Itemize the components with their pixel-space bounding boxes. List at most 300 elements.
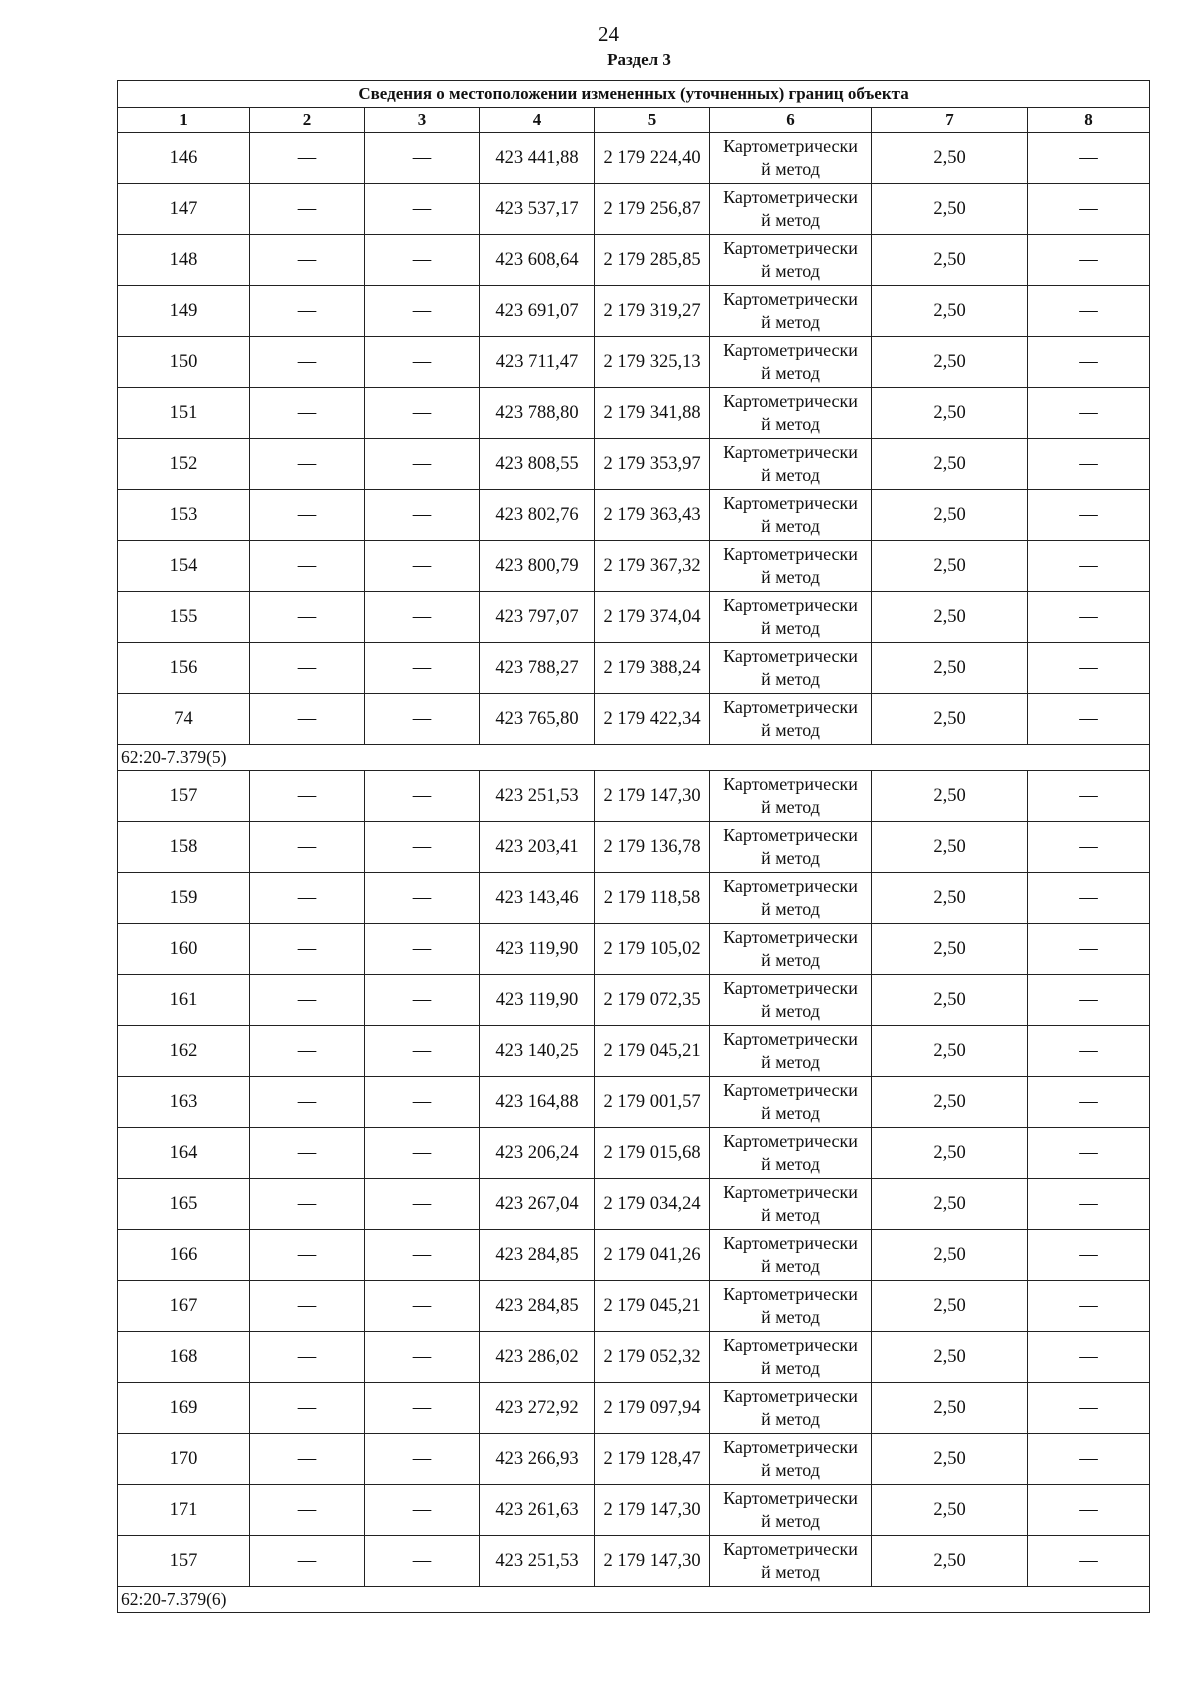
method-line-1: Картометрически: [723, 978, 858, 998]
method-line-1: Картометрически: [723, 1284, 858, 1304]
dash-cell: —: [365, 490, 480, 541]
coordinate-y: 2 179 285,85: [595, 235, 710, 286]
coordinate-x: 423 203,41: [480, 822, 595, 873]
table-row: [118, 235, 1150, 286]
method-line-2: й метод: [761, 797, 820, 817]
method-cell: [710, 771, 872, 822]
method-line-1: Картометрически: [723, 1080, 858, 1100]
method-line-1: Картометрически: [723, 493, 858, 513]
method-cell: [710, 1536, 872, 1587]
method-line-2: й метод: [761, 1001, 820, 1021]
dash-cell: —: [250, 541, 365, 592]
coordinate-x: 423 251,53: [480, 1536, 595, 1587]
method-line-2: й метод: [761, 516, 820, 536]
method-line-1: Картометрически: [723, 595, 858, 615]
dash-cell: —: [1028, 592, 1150, 643]
coordinate-x: 423 267,04: [480, 1179, 595, 1230]
point-number: 168: [118, 1332, 250, 1383]
method-line-2: й метод: [761, 567, 820, 587]
point-number: 148: [118, 235, 250, 286]
coordinate-x: 423 802,76: [480, 490, 595, 541]
coordinates-table: [117, 80, 1150, 1613]
dash-cell: —: [250, 822, 365, 873]
precision-cell: 2,50: [872, 1128, 1028, 1179]
method-line-1: Картометрически: [723, 187, 858, 207]
coordinate-y: 2 179 105,02: [595, 924, 710, 975]
coordinate-x: 423 608,64: [480, 235, 595, 286]
table-row: [118, 388, 1150, 439]
dash-cell: —: [365, 1536, 480, 1587]
point-number: 166: [118, 1230, 250, 1281]
column-number-header: 6: [710, 108, 872, 133]
precision-cell: 2,50: [872, 286, 1028, 337]
column-number-header: 8: [1028, 108, 1150, 133]
precision-cell: 2,50: [872, 490, 1028, 541]
dash-cell: —: [365, 541, 480, 592]
point-number: 155: [118, 592, 250, 643]
column-number-header: 4: [480, 108, 595, 133]
coordinate-y: 2 179 367,32: [595, 541, 710, 592]
method-line-1: Картометрически: [723, 238, 858, 258]
table-row: [118, 924, 1150, 975]
method-line-2: й метод: [761, 1256, 820, 1276]
method-cell: [710, 924, 872, 975]
coordinate-y: 2 179 097,94: [595, 1383, 710, 1434]
dash-cell: —: [250, 184, 365, 235]
method-line-1: Картометрически: [723, 340, 858, 360]
dash-cell: —: [365, 1434, 480, 1485]
point-number: 157: [118, 771, 250, 822]
dash-cell: —: [365, 694, 480, 745]
method-cell: [710, 490, 872, 541]
contour-label: 62:20-7.379(6): [118, 1587, 1150, 1613]
method-line-1: Картометрически: [723, 1029, 858, 1049]
precision-cell: 2,50: [872, 184, 1028, 235]
dash-cell: —: [1028, 337, 1150, 388]
table-row: [118, 771, 1150, 822]
precision-cell: 2,50: [872, 771, 1028, 822]
precision-cell: 2,50: [872, 388, 1028, 439]
dash-cell: —: [365, 1026, 480, 1077]
precision-cell: 2,50: [872, 439, 1028, 490]
dash-cell: —: [250, 235, 365, 286]
method-line-1: Картометрически: [723, 774, 858, 794]
precision-cell: 2,50: [872, 235, 1028, 286]
contour-label-row: [118, 745, 1150, 771]
coordinate-y: 2 179 388,24: [595, 643, 710, 694]
table-row: [118, 592, 1150, 643]
method-cell: [710, 873, 872, 924]
point-number: 147: [118, 184, 250, 235]
coordinate-y: 2 179 045,21: [595, 1026, 710, 1077]
method-line-1: Картометрически: [723, 1233, 858, 1253]
dash-cell: —: [1028, 924, 1150, 975]
dash-cell: —: [1028, 541, 1150, 592]
dash-cell: —: [365, 1077, 480, 1128]
dash-cell: —: [1028, 1434, 1150, 1485]
dash-cell: —: [365, 286, 480, 337]
method-line-1: Картометрически: [723, 544, 858, 564]
method-cell: [710, 694, 872, 745]
point-number: 154: [118, 541, 250, 592]
method-cell: [710, 1128, 872, 1179]
method-line-1: Картометрически: [723, 1182, 858, 1202]
dash-cell: —: [1028, 184, 1150, 235]
table-row: [118, 1332, 1150, 1383]
contour-label-row: [118, 1587, 1150, 1613]
precision-cell: 2,50: [872, 1536, 1028, 1587]
method-line-1: Картометрически: [723, 1335, 858, 1355]
table-row: [118, 1536, 1150, 1587]
method-line-2: й метод: [761, 414, 820, 434]
dash-cell: —: [250, 771, 365, 822]
point-number: 152: [118, 439, 250, 490]
method-line-2: й метод: [761, 1358, 820, 1378]
point-number: 165: [118, 1179, 250, 1230]
precision-cell: 2,50: [872, 822, 1028, 873]
table-row: [118, 133, 1150, 184]
coordinate-y: 2 179 256,87: [595, 184, 710, 235]
method-cell: [710, 541, 872, 592]
coordinate-x: 423 143,46: [480, 873, 595, 924]
column-number-header: 7: [872, 108, 1028, 133]
dash-cell: —: [365, 643, 480, 694]
point-number: 150: [118, 337, 250, 388]
table-row: [118, 1128, 1150, 1179]
method-line-2: й метод: [761, 261, 820, 281]
coordinate-y: 2 179 224,40: [595, 133, 710, 184]
dash-cell: —: [1028, 1128, 1150, 1179]
method-cell: [710, 184, 872, 235]
point-number: 153: [118, 490, 250, 541]
coordinate-y: 2 179 341,88: [595, 388, 710, 439]
table-row: [118, 337, 1150, 388]
dash-cell: —: [250, 1128, 365, 1179]
dash-cell: —: [365, 873, 480, 924]
dash-cell: —: [250, 490, 365, 541]
method-cell: [710, 388, 872, 439]
method-cell: [710, 643, 872, 694]
precision-cell: 2,50: [872, 1077, 1028, 1128]
method-line-2: й метод: [761, 720, 820, 740]
dash-cell: —: [1028, 822, 1150, 873]
dash-cell: —: [250, 1536, 365, 1587]
section-title: Раздел 3: [607, 50, 671, 69]
dash-cell: —: [365, 592, 480, 643]
dash-cell: —: [1028, 490, 1150, 541]
method-line-2: й метод: [761, 1103, 820, 1123]
dash-cell: —: [365, 1281, 480, 1332]
dash-cell: —: [250, 1026, 365, 1077]
dash-cell: —: [250, 924, 365, 975]
method-line-2: й метод: [761, 1511, 820, 1531]
table-row: [118, 643, 1150, 694]
coordinate-y: 2 179 422,34: [595, 694, 710, 745]
table-row: [118, 1434, 1150, 1485]
dash-cell: —: [365, 439, 480, 490]
method-line-2: й метод: [761, 312, 820, 332]
coordinate-y: 2 179 015,68: [595, 1128, 710, 1179]
method-line-2: й метод: [761, 210, 820, 230]
table-row: [118, 541, 1150, 592]
method-cell: [710, 975, 872, 1026]
method-line-1: Картометрически: [723, 1488, 858, 1508]
coordinate-x: 423 119,90: [480, 975, 595, 1026]
dash-cell: —: [365, 1332, 480, 1383]
precision-cell: 2,50: [872, 643, 1028, 694]
coordinate-y: 2 179 072,35: [595, 975, 710, 1026]
method-line-1: Картометрически: [723, 1437, 858, 1457]
coordinate-x: 423 272,92: [480, 1383, 595, 1434]
dash-cell: —: [365, 822, 480, 873]
dash-cell: —: [250, 388, 365, 439]
method-line-2: й метод: [761, 465, 820, 485]
point-number: 158: [118, 822, 250, 873]
dash-cell: —: [250, 286, 365, 337]
dash-cell: —: [250, 592, 365, 643]
dash-cell: —: [1028, 1536, 1150, 1587]
table-row: [118, 184, 1150, 235]
method-line-1: Картометрически: [723, 391, 858, 411]
dash-cell: —: [250, 1230, 365, 1281]
dash-cell: —: [250, 1332, 365, 1383]
dash-cell: —: [1028, 235, 1150, 286]
point-number: 169: [118, 1383, 250, 1434]
dash-cell: —: [365, 1128, 480, 1179]
method-line-1: Картометрически: [723, 876, 858, 896]
dash-cell: —: [250, 1077, 365, 1128]
dash-cell: —: [365, 235, 480, 286]
method-line-1: Картометрически: [723, 1386, 858, 1406]
method-line-2: й метод: [761, 618, 820, 638]
coordinate-x: 423 284,85: [480, 1230, 595, 1281]
table-row: [118, 286, 1150, 337]
coordinate-y: 2 179 363,43: [595, 490, 710, 541]
point-number: 159: [118, 873, 250, 924]
coordinate-x: 423 691,07: [480, 286, 595, 337]
point-number: 167: [118, 1281, 250, 1332]
dash-cell: —: [365, 133, 480, 184]
precision-cell: 2,50: [872, 1281, 1028, 1332]
column-number-header: 1: [118, 108, 250, 133]
coordinate-x: 423 140,25: [480, 1026, 595, 1077]
coordinate-y: 2 179 118,58: [595, 873, 710, 924]
table-row: [118, 694, 1150, 745]
coordinate-y: 2 179 147,30: [595, 1485, 710, 1536]
method-line-2: й метод: [761, 1154, 820, 1174]
dash-cell: —: [1028, 873, 1150, 924]
precision-cell: 2,50: [872, 1434, 1028, 1485]
coordinate-y: 2 179 325,13: [595, 337, 710, 388]
dash-cell: —: [1028, 1281, 1150, 1332]
column-numbers-row: [118, 108, 1150, 133]
dash-cell: —: [1028, 133, 1150, 184]
coordinate-x: 423 441,88: [480, 133, 595, 184]
dash-cell: —: [250, 643, 365, 694]
table-row: [118, 1179, 1150, 1230]
coordinate-y: 2 179 147,30: [595, 1536, 710, 1587]
coordinate-x: 423 284,85: [480, 1281, 595, 1332]
table-row: [118, 1383, 1150, 1434]
method-cell: [710, 337, 872, 388]
method-line-1: Картометрически: [723, 1539, 858, 1559]
method-cell: [710, 1332, 872, 1383]
method-line-1: Картометрически: [723, 1131, 858, 1151]
dash-cell: —: [1028, 388, 1150, 439]
coordinate-x: 423 788,80: [480, 388, 595, 439]
coordinate-y: 2 179 353,97: [595, 439, 710, 490]
dash-cell: —: [1028, 694, 1150, 745]
method-cell: [710, 1383, 872, 1434]
precision-cell: 2,50: [872, 975, 1028, 1026]
point-number: 160: [118, 924, 250, 975]
dash-cell: —: [250, 975, 365, 1026]
point-number: 157: [118, 1536, 250, 1587]
dash-cell: —: [365, 1485, 480, 1536]
method-cell: [710, 1179, 872, 1230]
dash-cell: —: [250, 873, 365, 924]
table-row: [118, 1230, 1150, 1281]
column-number-header: 2: [250, 108, 365, 133]
precision-cell: 2,50: [872, 541, 1028, 592]
coordinate-y: 2 179 374,04: [595, 592, 710, 643]
method-cell: [710, 235, 872, 286]
method-line-1: Картометрически: [723, 825, 858, 845]
method-line-2: й метод: [761, 848, 820, 868]
dash-cell: —: [1028, 439, 1150, 490]
dash-cell: —: [250, 694, 365, 745]
method-cell: [710, 1434, 872, 1485]
coordinate-x: 423 261,63: [480, 1485, 595, 1536]
coordinate-x: 423 797,07: [480, 592, 595, 643]
table-row: [118, 1026, 1150, 1077]
method-cell: [710, 1230, 872, 1281]
point-number: 156: [118, 643, 250, 694]
coordinate-x: 423 765,80: [480, 694, 595, 745]
precision-cell: 2,50: [872, 1026, 1028, 1077]
coordinate-y: 2 179 045,21: [595, 1281, 710, 1332]
table-row: [118, 873, 1150, 924]
coordinate-x: 423 119,90: [480, 924, 595, 975]
coordinate-x: 423 164,88: [480, 1077, 595, 1128]
dash-cell: —: [250, 1179, 365, 1230]
method-line-1: Картометрически: [723, 442, 858, 462]
dash-cell: —: [365, 924, 480, 975]
coordinate-y: 2 179 128,47: [595, 1434, 710, 1485]
method-cell: [710, 286, 872, 337]
coordinate-x: 423 537,17: [480, 184, 595, 235]
method-line-2: й метод: [761, 1562, 820, 1582]
method-line-2: й метод: [761, 1460, 820, 1480]
coordinate-y: 2 179 147,30: [595, 771, 710, 822]
method-line-2: й метод: [761, 1205, 820, 1225]
dash-cell: —: [365, 388, 480, 439]
point-number: 170: [118, 1434, 250, 1485]
dash-cell: —: [250, 1281, 365, 1332]
dash-cell: —: [250, 1383, 365, 1434]
point-number: 162: [118, 1026, 250, 1077]
method-line-2: й метод: [761, 1052, 820, 1072]
method-line-1: Картометрически: [723, 289, 858, 309]
table-row: [118, 490, 1150, 541]
coordinate-x: 423 206,24: [480, 1128, 595, 1179]
contour-label: 62:20-7.379(5): [118, 745, 1150, 771]
method-cell: [710, 1485, 872, 1536]
method-line-1: Картометрически: [723, 136, 858, 156]
coordinate-y: 2 179 034,24: [595, 1179, 710, 1230]
table-row: [118, 1077, 1150, 1128]
precision-cell: 2,50: [872, 1485, 1028, 1536]
method-line-2: й метод: [761, 363, 820, 383]
point-number: 74: [118, 694, 250, 745]
coordinate-x: 423 286,02: [480, 1332, 595, 1383]
method-line-1: Картометрически: [723, 646, 858, 666]
precision-cell: 2,50: [872, 337, 1028, 388]
dash-cell: —: [250, 337, 365, 388]
method-cell: [710, 1026, 872, 1077]
precision-cell: 2,50: [872, 1230, 1028, 1281]
coordinate-y: 2 179 001,57: [595, 1077, 710, 1128]
precision-cell: 2,50: [872, 694, 1028, 745]
dash-cell: —: [250, 133, 365, 184]
method-line-2: й метод: [761, 950, 820, 970]
dash-cell: —: [365, 337, 480, 388]
dash-cell: —: [1028, 1332, 1150, 1383]
coordinate-x: 423 788,27: [480, 643, 595, 694]
point-number: 163: [118, 1077, 250, 1128]
page-number: 24: [598, 22, 619, 46]
point-number: 151: [118, 388, 250, 439]
point-number: 171: [118, 1485, 250, 1536]
method-cell: [710, 822, 872, 873]
dash-cell: —: [1028, 286, 1150, 337]
dash-cell: —: [1028, 1230, 1150, 1281]
coordinate-y: 2 179 041,26: [595, 1230, 710, 1281]
method-line-1: Картометрически: [723, 927, 858, 947]
point-number: 149: [118, 286, 250, 337]
coordinate-y: 2 179 136,78: [595, 822, 710, 873]
table-row: [118, 439, 1150, 490]
dash-cell: —: [1028, 1026, 1150, 1077]
method-line-2: й метод: [761, 1409, 820, 1429]
dash-cell: —: [1028, 975, 1150, 1026]
dash-cell: —: [365, 975, 480, 1026]
precision-cell: 2,50: [872, 1179, 1028, 1230]
coordinate-x: 423 711,47: [480, 337, 595, 388]
table-row: [118, 822, 1150, 873]
table-row: [118, 975, 1150, 1026]
method-cell: [710, 439, 872, 490]
coordinate-x: 423 808,55: [480, 439, 595, 490]
precision-cell: 2,50: [872, 873, 1028, 924]
coordinate-y: 2 179 319,27: [595, 286, 710, 337]
point-number: 164: [118, 1128, 250, 1179]
table-row: [118, 1485, 1150, 1536]
precision-cell: 2,50: [872, 1383, 1028, 1434]
method-cell: [710, 1077, 872, 1128]
dash-cell: —: [1028, 1485, 1150, 1536]
dash-cell: —: [250, 439, 365, 490]
coordinate-y: 2 179 052,32: [595, 1332, 710, 1383]
table-caption: Сведения о местоположении измененных (уточненных) границ объекта: [118, 81, 1150, 108]
method-cell: [710, 133, 872, 184]
precision-cell: 2,50: [872, 592, 1028, 643]
method-line-2: й метод: [761, 1307, 820, 1327]
precision-cell: 2,50: [872, 133, 1028, 184]
method-cell: [710, 592, 872, 643]
dash-cell: —: [1028, 643, 1150, 694]
column-number-header: 3: [365, 108, 480, 133]
